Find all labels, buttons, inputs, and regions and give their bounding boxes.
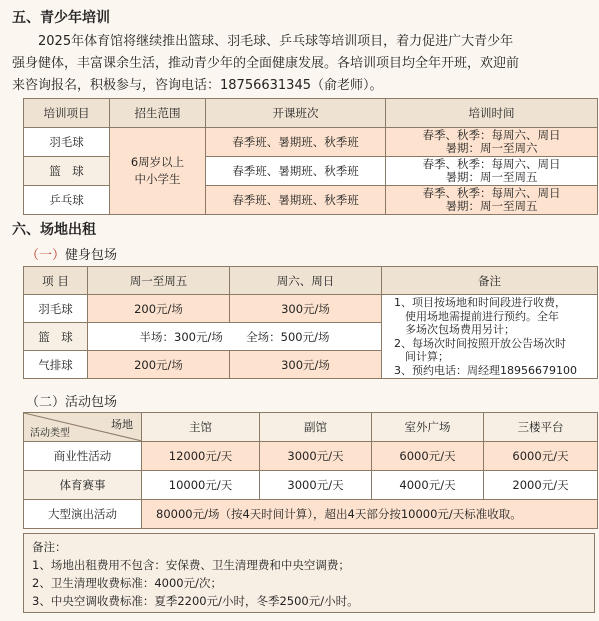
subsection-1-label: 健身包场 [65, 248, 118, 263]
section-5-title: 五、青少年培训 [12, 10, 110, 26]
intro-line: 2025年体育馆将继续推出篮球、羽毛球、乒乓球等培训项目，着力促进广大青少年 [38, 34, 514, 49]
note-line: 使用场地需提前进行预约。全年 [394, 309, 559, 323]
table-header-row [24, 99, 598, 128]
time-line: 春季、秋季：每周六、周日 [422, 157, 561, 171]
big-event-price-cell: 80000元/场（按4天时间计算），超出4天部分按10000元/天标准收取。 [142, 500, 598, 529]
notes-line: 2、卫生清理收费标准：4000元/次； [32, 576, 222, 590]
price-cell: 200元/场 [88, 295, 230, 323]
rental-notes [23, 533, 595, 613]
table-row [24, 442, 598, 471]
header-cell: 备注 [382, 267, 598, 295]
notes-line: 1、场地出租费用不包含：安保费、卫生清理费和中央空调费； [32, 558, 350, 572]
table-row [24, 471, 598, 500]
header-cell: 副馆 [260, 413, 372, 442]
scope-line: 6周岁以上 [130, 155, 185, 169]
item-cell: 篮 球 [24, 157, 110, 186]
intro-line: 来咨询报名，积极参与，咨询电话：18756631345（俞老师）。 [12, 78, 383, 93]
time-cell [386, 157, 598, 186]
note-line: 多场次包场费用另计； [394, 323, 515, 336]
header-cell: 培训项目 [24, 99, 110, 128]
item-cell: 羽毛球 [24, 295, 88, 323]
header-cell: 招生范围 [110, 99, 206, 128]
full-court-price: 全场：500元/场 [246, 329, 330, 344]
price-cell: 300元/场 [230, 351, 382, 379]
scope-line: 中小学生 [134, 172, 181, 186]
time-line: 暑期：周一至周五 [445, 170, 538, 184]
price-cell: 12000元/天 [142, 442, 260, 471]
section-5-intro [12, 31, 592, 97]
time-cell [386, 128, 598, 157]
note-line: 1、项目按场地和时间段进行收费， [394, 296, 566, 309]
subsection-2-title: （二）活动包场 [26, 395, 118, 410]
scope-cell [110, 128, 206, 215]
item-cell: 气排球 [24, 351, 88, 379]
price-cell: 4000元/天 [372, 471, 484, 500]
half-court-price: 半场：300元/场 [139, 329, 223, 344]
price-cell: 6000元/天 [372, 442, 484, 471]
notes-line: 3、中央空调收费标准：夏季2200元/小时，冬季2500元/小时。 [32, 594, 359, 608]
fitness-table [23, 266, 598, 379]
note-line: 2、每场次时间按照开放公告场次时 [394, 336, 566, 350]
section-6-title: 六、场地出租 [12, 222, 96, 238]
table-row [24, 128, 598, 157]
price-cell: 3000元/天 [260, 442, 372, 471]
corner-cell [24, 413, 142, 442]
price-cell: 10000元/天 [142, 471, 260, 500]
subsection-1-title [26, 244, 117, 263]
event-table [23, 412, 598, 529]
price-cell: 300元/场 [230, 295, 382, 323]
price-cell: 2000元/天 [484, 471, 598, 500]
price-cell: 200元/场 [88, 351, 230, 379]
notes-line: 备注： [32, 540, 67, 554]
table-row [24, 500, 598, 529]
corner-top-label: 场地 [111, 418, 133, 431]
subsection-1-prefix: （一） [26, 248, 66, 263]
type-cell: 商业性活动 [24, 442, 142, 471]
header-cell: 开课班次 [206, 99, 386, 128]
time-line: 春季、秋季：每周六、周日 [422, 128, 561, 142]
classes-cell: 春季班、暑期班、秋季班 [206, 157, 386, 186]
item-cell: 篮 球 [24, 323, 88, 351]
table-row [24, 295, 598, 323]
intro-line: 强身健体，丰富课余生活，推动青少年的全面健康发展。各培训项目均全年开班，欢迎前 [12, 56, 520, 71]
header-cell: 项 目 [24, 267, 88, 295]
price-cell [88, 323, 382, 351]
classes-cell: 春季班、暑期班、秋季班 [206, 128, 386, 157]
table-header-row [24, 267, 598, 295]
time-line: 暑期：周一至周五 [445, 199, 538, 213]
training-table [23, 98, 598, 215]
header-cell: 周一至周五 [88, 267, 230, 295]
time-cell [386, 186, 598, 215]
header-cell: 主馆 [142, 413, 260, 442]
type-cell: 大型演出活动 [24, 500, 142, 529]
header-cell: 周六、周日 [230, 267, 382, 295]
classes-cell: 春季班、暑期班、秋季班 [206, 186, 386, 215]
price-cell: 6000元/天 [484, 442, 598, 471]
table-header-row [24, 413, 598, 442]
time-line: 暑期：周一至周六 [445, 141, 538, 155]
price-cell: 3000元/天 [260, 471, 372, 500]
type-cell: 体育赛事 [24, 471, 142, 500]
item-cell: 乒乓球 [24, 186, 110, 215]
header-cell: 室外广场 [372, 413, 484, 442]
time-line: 春季、秋季：每周六、周日 [422, 186, 561, 200]
note-line: 3、预约电话：周经理18956679100 [394, 363, 577, 377]
corner-bottom-label: 活动类型 [30, 428, 70, 439]
note-line: 间计算； [394, 350, 449, 363]
header-cell: 三楼平台 [484, 413, 598, 442]
item-cell: 羽毛球 [24, 128, 110, 157]
fitness-notes [382, 295, 598, 379]
header-cell: 培训时间 [386, 99, 598, 128]
